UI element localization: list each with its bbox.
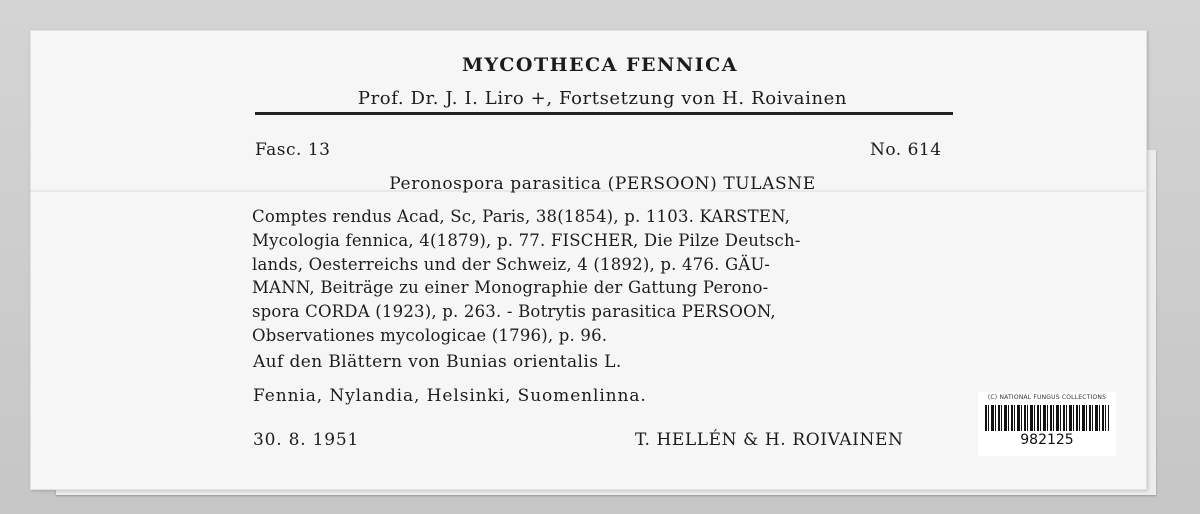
- collection-date: 30. 8. 1951: [253, 430, 360, 450]
- host-plant: Auf den Blättern von Bunias orientalis L.: [253, 352, 622, 372]
- barcode-number: 982125: [1020, 432, 1074, 448]
- collection-title: MYCOTHECA FENNICA: [462, 54, 738, 76]
- specimen-number: No. 614: [870, 140, 942, 160]
- reference-line: spora CORDA (1923), p. 263. - Botrytis parasitica PERSOON,: [252, 302, 776, 322]
- reference-line: MANN, Beiträge zu einer Monographie der Gattung Perono-: [252, 278, 769, 298]
- literature-references: [252, 205, 967, 348]
- species-name: Peronospora parasitica (PERSOON) TULASNE: [389, 174, 816, 194]
- barcode-icon: [985, 405, 1109, 431]
- fascicle-number: Fasc. 13: [255, 140, 331, 160]
- barcode-sticker: [978, 392, 1116, 456]
- reference-line: Observationes mycologicae (1796), p. 96.: [252, 325, 608, 345]
- locality: Fennia, Nylandia, Helsinki, Suomenlinna.: [253, 386, 647, 406]
- collectors: T. HELLÉN & H. ROIVAINEN: [635, 430, 904, 450]
- reference-line: Mycologia fennica, 4(1879), p. 77. FISCHER, Die Pilze Deutsch-: [252, 230, 801, 250]
- reference-line: lands, Oesterreichs und der Schweiz, 4 (1892), p. 476. GÄU-: [252, 254, 771, 274]
- reference-line: Comptes rendus Acad, Sc, Paris, 38(1854), p. 1103. KARSTEN,: [252, 207, 791, 226]
- header-divider: [255, 112, 953, 115]
- collection-editors: Prof. Dr. J. I. Liro +, Fortsetzung von H. Roivainen: [357, 88, 848, 109]
- barcode-header: (C) NATIONAL FUNGUS COLLECTIONS: [987, 394, 1107, 401]
